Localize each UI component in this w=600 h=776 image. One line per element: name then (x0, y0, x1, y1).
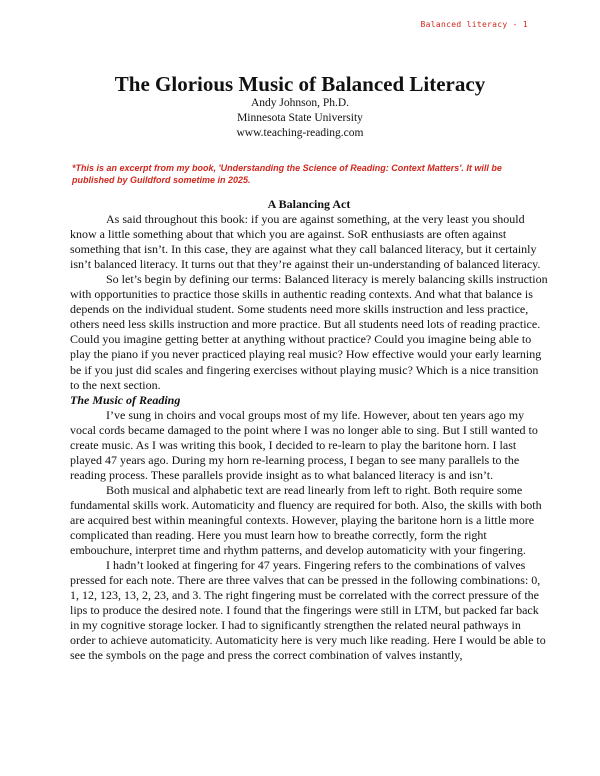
section-heading: A Balancing Act (267, 197, 351, 211)
subsection-heading: The Music of Reading (70, 392, 181, 407)
running-header: Balanced literacy - 1 (420, 20, 528, 29)
paragraph: As said throughout this book: if you are against something, at the very least you should know a little something about that which you are against. SoR enthusiasts are often against something that isn’t. In this case, they are against what they call balanced literacy, but it certainly isn’t balanced literacy. It turns out that they’re against their un-understanding of balanced literacy. (70, 212, 541, 272)
paragraph: So let’s begin by defining our terms: Balanced literacy is merely balancing skills instruction with opportunities to practice those skills in authentic reading contexts. And what that balance is depends on the individual student. Some students need more skills instruction and less practice, others need less skills instruction and more practice. But all students need lots of reading practice. Could you imagine getting better at anything without practice? Could you imagine being able to play the piano if you never practiced playing real music? How effective would your early learning be if you just did scales and fingering exercises without playing music? Which is a nice transition to the next section. (70, 272, 548, 392)
author-affiliation: Minnesota State University (237, 112, 363, 124)
title-block (0, 72, 600, 141)
author-website: www.teaching-reading.com (236, 127, 364, 139)
excerpt-note: *This is an excerpt from my book, 'Understanding the Science of Reading: Context Matters'. It will be published by Guildford sometime in 2025. (72, 163, 502, 185)
author-name: Andy Johnson, Ph.D. (250, 97, 350, 109)
paragraph: Both musical and alphabetic text are read linearly from left to right. Both require some fundamental skills work. Automaticity and fluency are required for both. Also, the skills with both are acquired best within meaningful contexts. However, playing the baritone horn is a little more complicated than reading. Here you must learn how to breathe correctly, form the right embouchure, interpret time and rhythm patterns, and develop automaticity with your fingering. (70, 482, 542, 558)
paragraph: I’ve sung in choirs and vocal groups most of my life. However, about ten years ago my vocal cords became damaged to the point where I was no longer able to sing. But I still wanted to create music. As I was writing this book, I decided to re-learn to play the baritone horn. I last played 47 years ago. During my horn re-learning process, I began to see many parallels to the reading process. These parallels provide insight as to what balanced literacy is and isn’t. (70, 407, 538, 482)
document-title: The Glorious Music of Balanced Literacy (114, 72, 486, 96)
body-text (70, 197, 548, 663)
paragraph: I hadn’t looked at fingering for 47 years. Fingering refers to the combinations of valves pressed for each note. There are three valves that can be pressed in the following combinations: 0, 1, 12, 123, 13, 2, 23, and 3. The right fingering must be correlated with the correct pressure of the lips to produce the desired note. I found that the fingerings were still in LTM, but packed far back in my cognitive storage locker. I had to significantly strengthen the related neural pathways in order to achieve automaticity. Automaticity here is very much like reading. Here I would be able to see the symbols on the page and press the correct combination of valves instantly, (70, 558, 546, 663)
